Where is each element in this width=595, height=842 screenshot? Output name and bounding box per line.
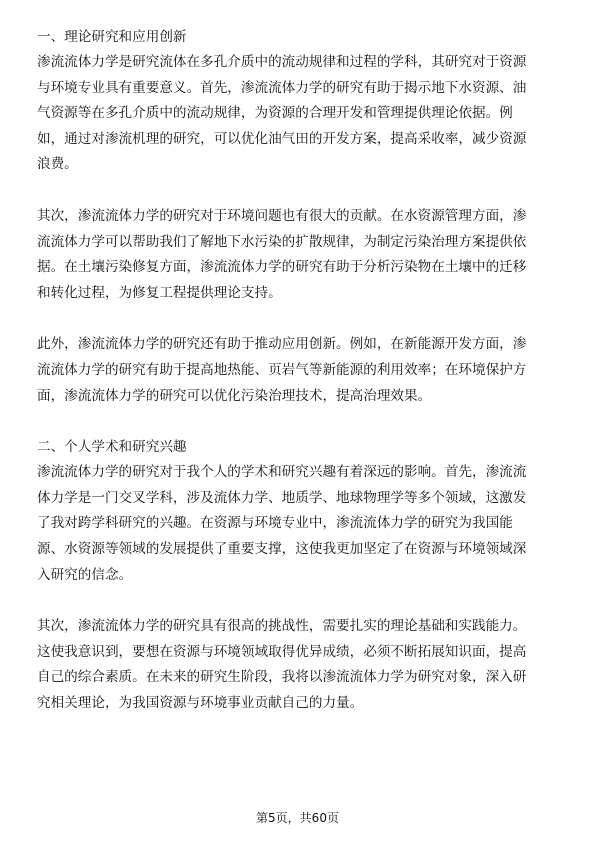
text-line: 此外，渗流流体力学的研究还有助于推动应用创新。例如，在新能源开发方面，渗 [37,336,527,353]
text-line: 浪费。 [37,156,78,173]
section-heading: 一、理论研究和应用创新 [37,29,187,45]
document-body [37,25,559,716]
text-line: 渗流流体力学的研究对于我个人的学术和研究兴趣有着深远的影响。首先，渗流流 [37,464,527,481]
paragraph [37,204,559,306]
text-line: 流流体力学的研究有助于提高地热能、页岩气等新能源的利用效率；在环境保护方 [37,361,527,378]
paragraph [37,50,559,178]
text-line: 其次，渗流流体力学的研究对于环境问题也有很大的贡献。在水资源管理方面，渗 [37,207,527,224]
text-line: 源、水资源等领域的发展提供了重要支撑，这使我更加坚定了在资源与环境领域深 [37,540,527,557]
text-line: 和转化过程，为修复工程提供理论支持。 [37,284,282,301]
text-line: 了我对跨学科研究的兴趣。在资源与环境专业中，渗流流体力学的研究为我国能 [37,515,513,532]
text-line: 如，通过对渗流机理的研究，可以优化油气田的开发方案，提高采收率，减少资源 [37,130,527,147]
text-line: 据。在土壤污染修复方面，渗流流体力学的研究有助于分析污染物在土壤中的迁移 [37,259,527,276]
page-number: 第5页，共60页 [256,811,339,825]
text-line: 究相关理论，为我国资源与环境事业贡献自己的力量。 [37,694,364,711]
paragraph [37,460,559,588]
paragraph [37,614,559,716]
text-line: 与环境专业具有重要意义。首先，渗流流体力学的研究有助于揭示地下水资源、油 [37,79,527,96]
text-line: 这使我意识到，要想在资源与环境领域取得优异成绩，必须不断拓展知识面，提高 [37,643,527,660]
text-line: 面，渗流流体力学的研究可以优化污染治理技术，提高治理效果。 [37,387,432,404]
section-heading: 二、个人学术和研究兴趣 [37,439,187,456]
text-line: 气资源等在多孔介质中的流动规律，为资源的合理开发和管理提供理论依据。例 [37,105,513,122]
text-line: 体力学是一门交叉学科，涉及流体力学、地质学、地球物理学等多个领域，这激发 [37,489,527,506]
text-line: 其次，渗流流体力学的研究具有很高的挑战性，需要扎实的理论基础和实践能力。 [37,618,527,635]
text-line: 渗流流体力学是研究流体在多孔介质中的流动规律和过程的学科，其研究对于资源 [37,54,527,70]
text-line: 自己的综合素质。在未来的研究生阶段，我将以渗流流体力学为研究对象，深入研 [37,669,527,686]
paragraph [37,332,559,409]
text-line: 入研究的信念。 [37,566,133,583]
text-line: 流流体力学可以帮助我们了解地下水污染的扩散规律，为制定污染治理方案提供依 [37,233,527,250]
